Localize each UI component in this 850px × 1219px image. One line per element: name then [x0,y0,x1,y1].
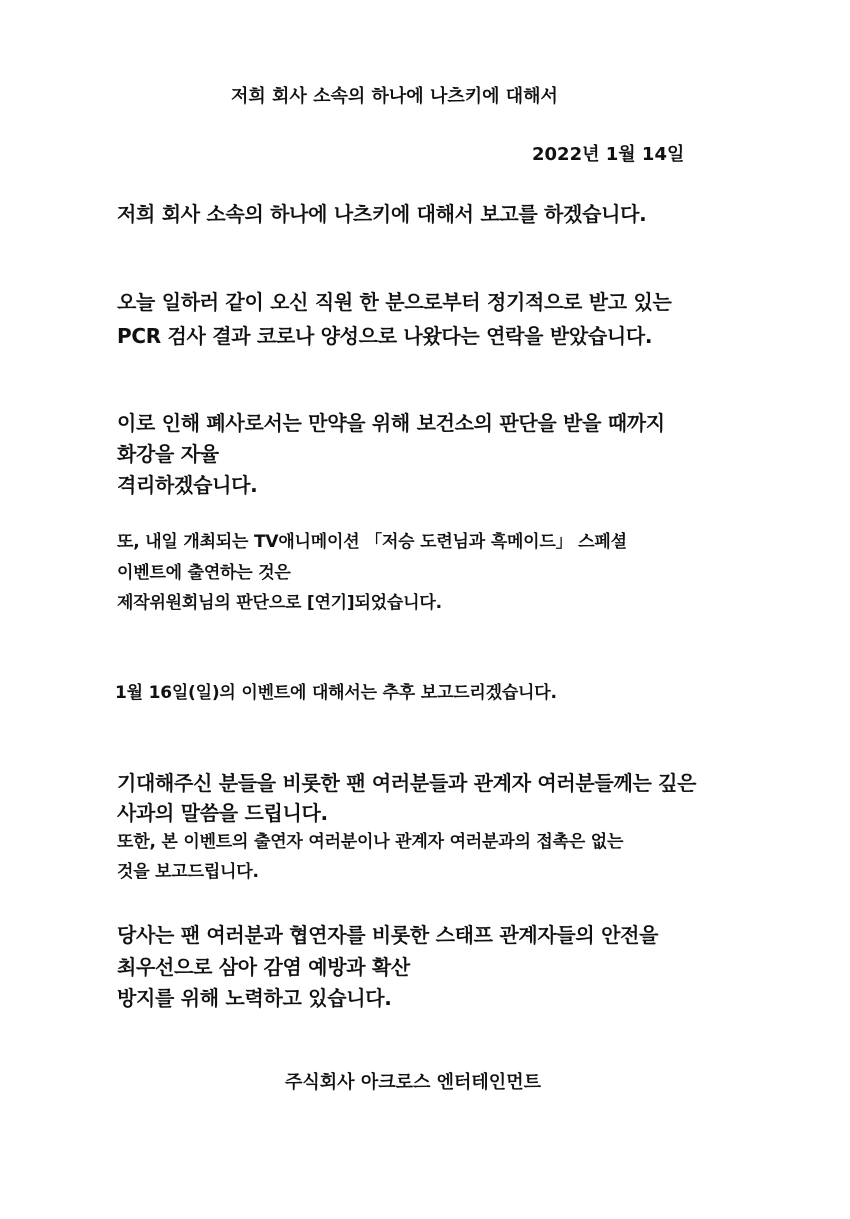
paragraph-isolation-line-2: 화강을 자율 [117,442,219,466]
document-date: 2022년 1월 14일 [532,144,685,165]
paragraph-pcr-line-1: 오늘 일하러 같이 오신 직원 한 분으로부터 정기적으로 받고 있는 [117,290,672,314]
paragraph-contact-line-1: 또한, 본 이벤트의 출연자 여러분이나 관계자 여러분과의 접촉은 없는 [117,832,624,852]
paragraph-safety-line-1: 당사는 팬 여러분과 협연자를 비롯한 스태프 관계자들의 안전을 [117,923,659,947]
paragraph-intro: 저희 회사 소속의 하나에 나츠키에 대해서 보고를 하겠습니다. [117,202,647,226]
paragraph-event-line-3: 제작위원회님의 판단으로 [연기]되었습니다. [117,593,442,613]
paragraph-apology-line-2: 사과의 말씀을 드립니다. [117,801,328,825]
paragraph-event-line-2: 이벤트에 출연하는 것은 [117,563,291,583]
paragraph-isolation-line-3: 격리하겠습니다. [117,473,258,497]
paragraph-event-line-1: 또, 내일 개최되는 TV애니메이션 「저승 도련님과 흑메이드」 스페셜 [117,532,627,552]
paragraph-followup: 1월 16일(일)의 이벤트에 대해서는 추후 보고드리겠습니다. [115,683,557,703]
paragraph-isolation-line-1: 이로 인해 폐사로서는 만약을 위해 보건소의 판단을 받을 때까지 [117,411,665,435]
company-signature: 주식회사 아크로스 엔터테인먼트 [285,1072,541,1093]
paragraph-safety-line-3: 방지를 위해 노력하고 있습니다. [117,986,392,1010]
paragraph-pcr-line-2: PCR 검사 결과 코로나 양성으로 나왔다는 연락을 받았습니다. [117,324,653,348]
paragraph-contact-line-2: 것을 보고드립니다. [117,862,259,882]
document-title: 저희 회사 소속의 하나에 나츠키에 대해서 [231,86,558,107]
paragraph-apology-line-1: 기대해주신 분들을 비롯한 팬 여러분들과 관계자 여러분들께는 깊은 [117,771,697,795]
paragraph-safety-line-2: 최우선으로 삼아 감염 예방과 확산 [117,955,410,979]
